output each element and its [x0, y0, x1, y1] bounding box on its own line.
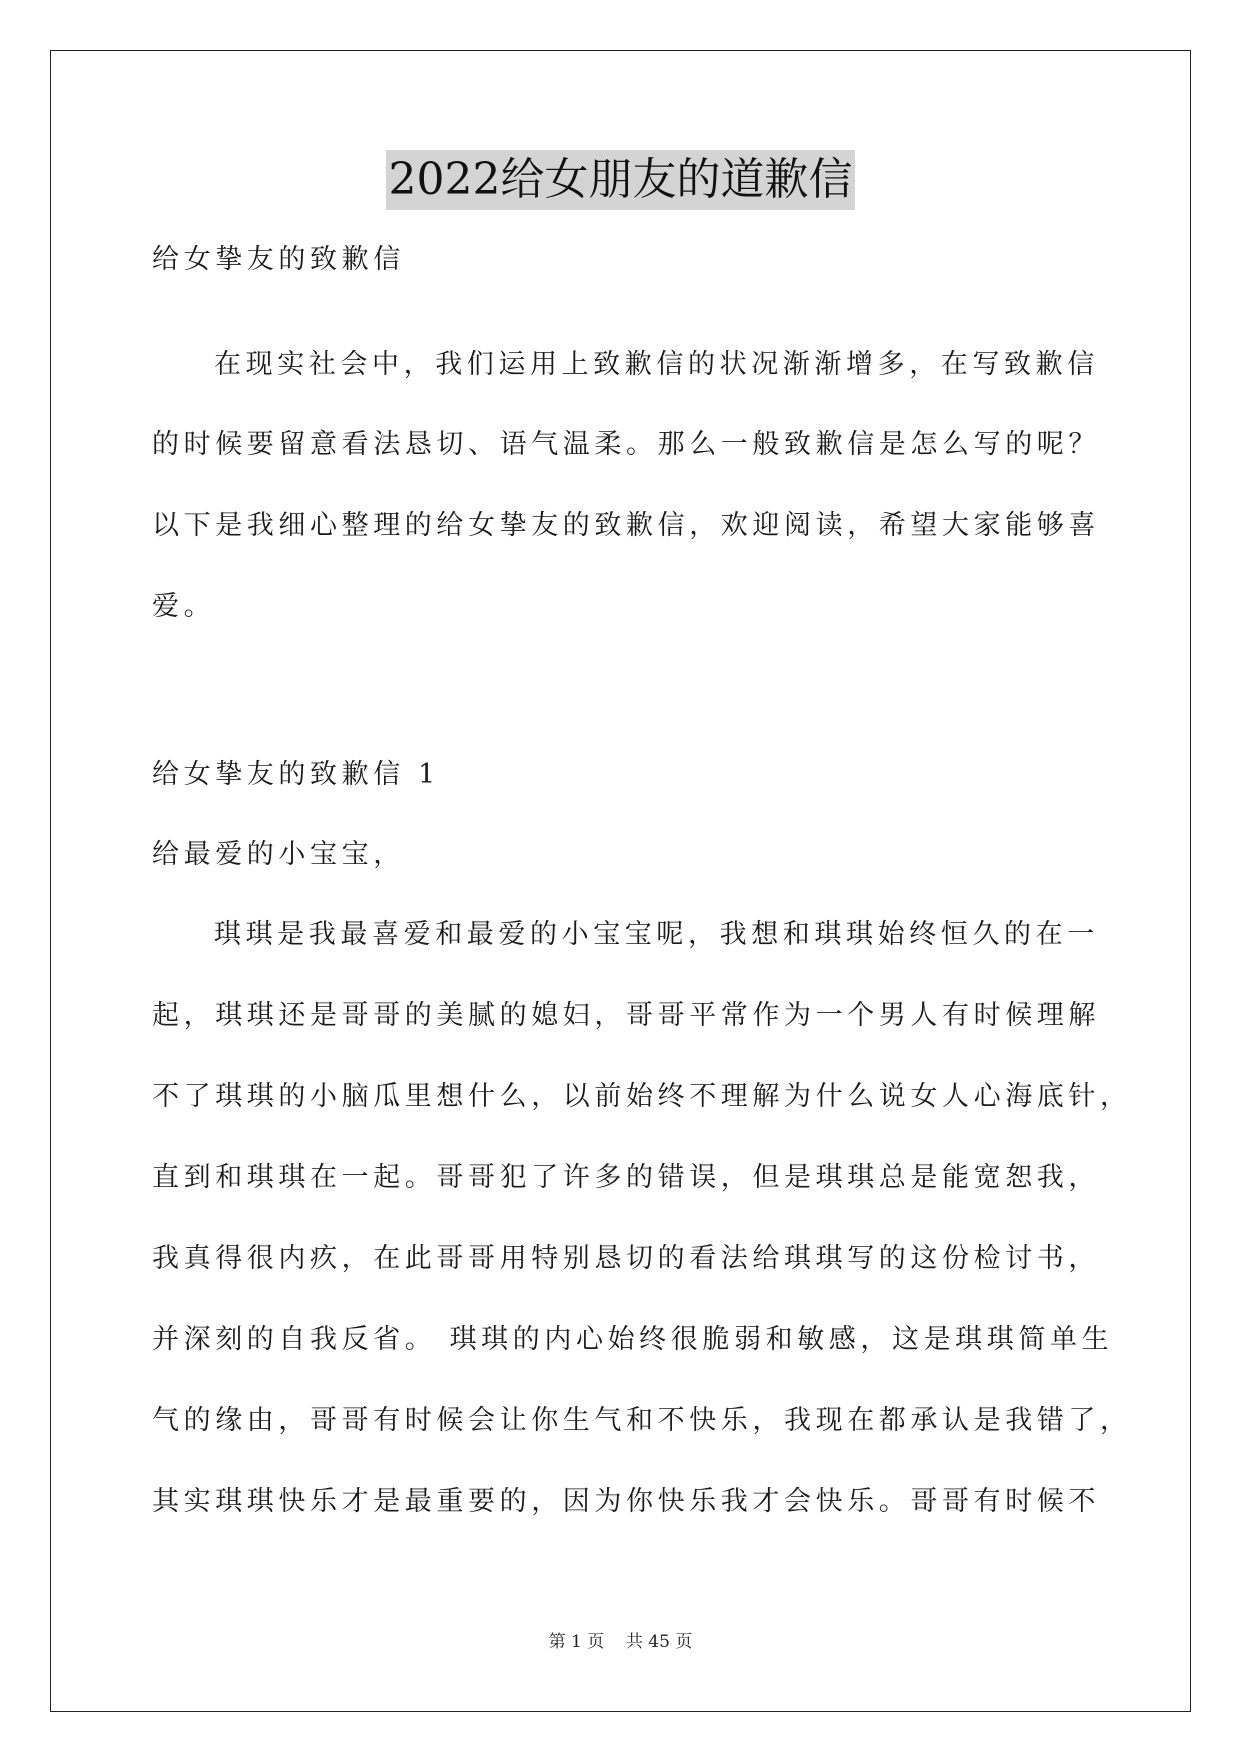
- paragraph-line: 在现实社会中，我们运用上致歉信的状况渐渐增多，在写致歉信: [214, 349, 1099, 380]
- page-footer: [0, 1627, 1241, 1652]
- paragraph-line: 的时候要留意看法恳切、语气温柔。那么一般致歉信是怎么写的呢？: [152, 429, 1100, 460]
- salutation-line: 给最爱的小宝宝，: [152, 839, 405, 870]
- paragraph-line: 其实琪琪快乐才是最重要的，因为你快乐我才会快乐。哥哥有时候不: [152, 1486, 1100, 1517]
- document-title: 2022给女朋友的道歉信: [386, 150, 856, 210]
- title-container: [0, 150, 1241, 210]
- paragraph-line: 不了琪琪的小脑瓜里想什么，以前始终不理解为什么说女人心海底针，: [152, 1081, 1132, 1112]
- page-border: [50, 50, 1191, 1712]
- section-heading: 给女挚友的致歉信 1: [152, 759, 440, 790]
- paragraph-line: 以下是我细心整理的给女挚友的致歉信，欢迎阅读，希望大家能够喜: [152, 510, 1100, 541]
- paragraph-line: 直到和琪琪在一起。哥哥犯了许多的错误，但是琪琪总是能宽恕我，: [152, 1162, 1100, 1193]
- paragraph-line: 琪琪是我最喜爱和最爱的小宝宝呢，我想和琪琪始终恒久的在一: [214, 919, 1099, 950]
- subtitle-line: 给女挚友的致歉信: [152, 244, 405, 275]
- paragraph-line: 并深刻的自我反省。 琪琪的内心始终很脆弱和敏感，这是琪琪简单生: [152, 1324, 1114, 1355]
- page-number: 第 1 页 共 45 页: [548, 1632, 693, 1652]
- paragraph-line: 起，琪琪还是哥哥的美腻的媳妇，哥哥平常作为一个男人有时候理解: [152, 1000, 1100, 1031]
- paragraph-line: 爱。: [152, 591, 216, 622]
- paragraph-line: 我真得很内疚，在此哥哥用特别恳切的看法给琪琪写的这份检讨书，: [152, 1243, 1100, 1274]
- paragraph-line: 气的缘由，哥哥有时候会让你生气和不快乐，我现在都承认是我错了，: [152, 1405, 1132, 1436]
